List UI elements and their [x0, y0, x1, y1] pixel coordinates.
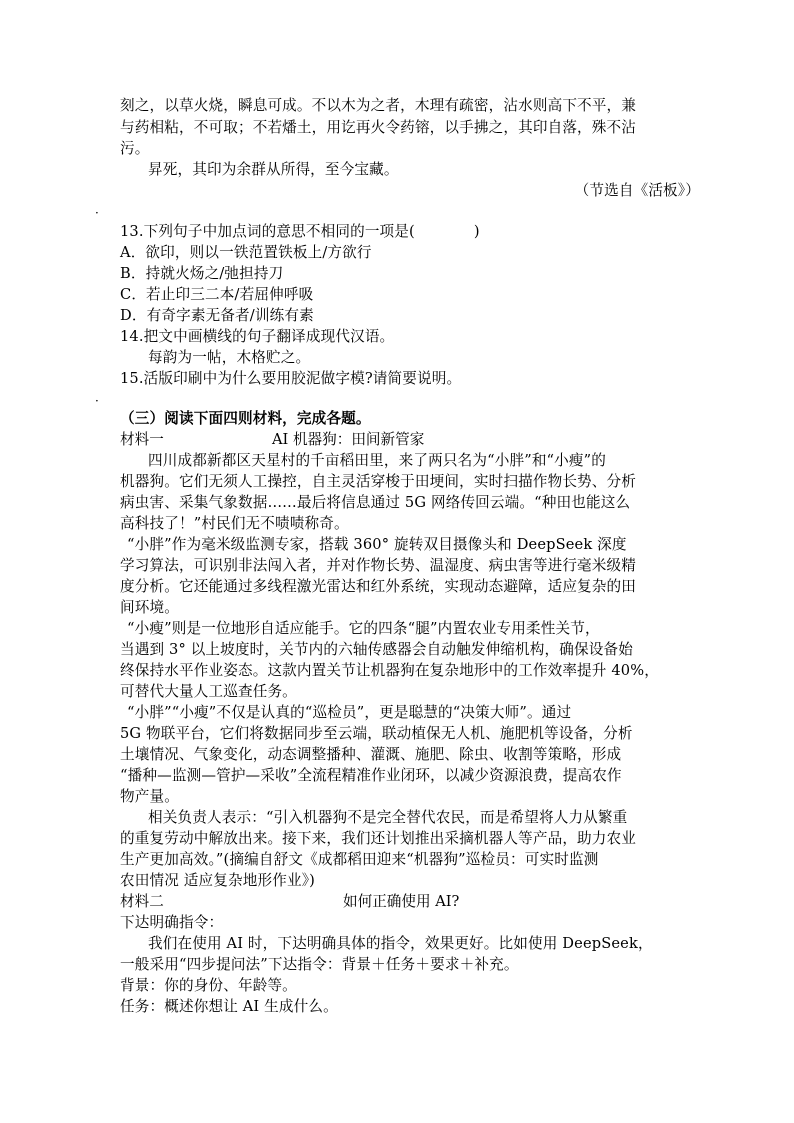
text-line: 度分析。它还能通过多线程激光雷达和红外系统，实现动态避障，适应复杂的田 — [120, 578, 637, 595]
option-d: D．有奇字素无备者/训练有素 — [120, 307, 314, 324]
option-c: C．若止印三二本/若屈伸呼吸 — [120, 286, 314, 303]
text-line: 一般采用“四步提问法”下达指令：背景＋任务＋要求＋补充。 — [120, 956, 519, 973]
material-two-title: 如何正确使用 AI? — [343, 893, 460, 910]
text-line: 四川成都新都区天星村的千亩稻田里，来了两只名为“小胖”和“小瘦”的 — [148, 452, 607, 469]
text-line: 背景：你的身份、年龄等。 — [120, 977, 297, 994]
option-b: B．持就火炀之/弛担持刀 — [120, 265, 284, 282]
text-line: 刻之，以草火烧，瞬息可成。不以木为之者，木理有疏密，沾水则高下不平，兼 — [120, 97, 637, 114]
text-line: 5G 物联平台，它们将数据同步至云端，联动植保无人机、施肥机等设备，分析 — [120, 725, 633, 742]
text-line: 学习算法，可识别非法闯入者，并对作物长势、温湿度、病虫害等进行毫米级精 — [120, 557, 637, 574]
text-line: 的重复劳动中解放出来。接下来，我们还计划推出采摘机器人等产品，助力农业 — [120, 830, 637, 847]
paragraph-mark: · — [95, 394, 99, 408]
text-line: 可替代大量人工巡查任务。 — [120, 683, 297, 700]
text-line: 高科技了！”村民们无不啧啧称奇。 — [120, 515, 349, 532]
text-line: 昇死，其印为余群从所得，至今宝藏。 — [148, 161, 399, 178]
text-line: 病虫害、采集气象数据……最后将信息通过 5G 网络传回云端。“种田也能这么 — [120, 494, 631, 511]
text-line: 生产更加高效。”(摘编自舒文《成都稻田迎来“机器狗”巡检员：可实时监测 — [120, 851, 599, 868]
text-line: 相关负责人表示：“引入机器狗不是完全替代农民，而是希望将人力从繁重 — [148, 809, 628, 826]
text-line: 我们在使用 AI 时，下达明确具体的指令，效果更好。比如使用 DeepSeek， — [148, 935, 653, 952]
text-line: 终保持水平作业姿态。这款内置关节让机器狗在复杂地形中的工作效率提升 40%， — [120, 662, 659, 679]
question-15: 15.活版印刷中为什么要用胶泥做字模?请简要说明。 — [120, 370, 462, 387]
translation-sentence: 每韵为一帖，木格贮之。 — [148, 349, 311, 366]
material-one-title: AI 机器狗：田间新管家 — [272, 431, 425, 448]
text-line: 间环境。 — [120, 599, 179, 616]
text-line: 物产量。 — [120, 788, 179, 805]
paragraph-mark: · — [95, 206, 99, 220]
text-line: “小胖”“小瘦”不仅是认真的“巡检员”，更是聪慧的“决策大师”。通过 — [127, 704, 572, 721]
material-two-label: 材料二 — [120, 893, 164, 910]
text-line: 下达明确指令： — [120, 914, 224, 931]
text-line: “小胖”作为毫米级监测专家，搭载 360° 旋转双目摄像头和 DeepSeek 深度 — [127, 536, 627, 553]
text-line: “小瘦”则是一位地形自适应能手。它的四条“腿”内置农业专用柔性关节， — [127, 620, 600, 637]
option-a: A．欲印，则以一铁范置铁板上/方欲行 — [120, 244, 372, 261]
text-line: 土壤情况、气象变化，动态调整播种、灌溉、施肥、除虫、收割等策略，形成 — [120, 746, 622, 763]
source-citation: （节选自《活板》） — [574, 182, 700, 199]
section-heading: （三）阅读下面四则材料，完成各题。 — [120, 410, 371, 427]
question-14: 14.把文中画横线的句子翻译成现代汉语。 — [120, 328, 395, 345]
text-line: 农田情况 适应复杂地形作业》) — [120, 872, 316, 889]
question-13: 13.下列句子中加点词的意思不相同的一项是( ) — [120, 223, 480, 240]
text-line: 当遇到 3° 以上坡度时，关节内的六轴传感器会自动触发伸缩机构，确保设备始 — [120, 641, 634, 658]
text-line: 机器狗。它们无须人工操控，自主灵活穿梭于田埂间，实时扫描作物长势、分析 — [120, 473, 637, 490]
material-one-label: 材料一 — [120, 431, 164, 448]
text-line: “播种—监测—管护—采收”全流程精准作业闭环，以减少资源浪费，提高农作 — [120, 767, 622, 784]
text-line: 任务：概述你想让 AI 生成什么。 — [120, 998, 338, 1015]
text-line: 与药相粘，不可取；不若燔土，用讫再火令药镕，以手拂之，其印自落，殊不沾 — [120, 119, 637, 136]
text-line: 污。 — [120, 140, 150, 157]
